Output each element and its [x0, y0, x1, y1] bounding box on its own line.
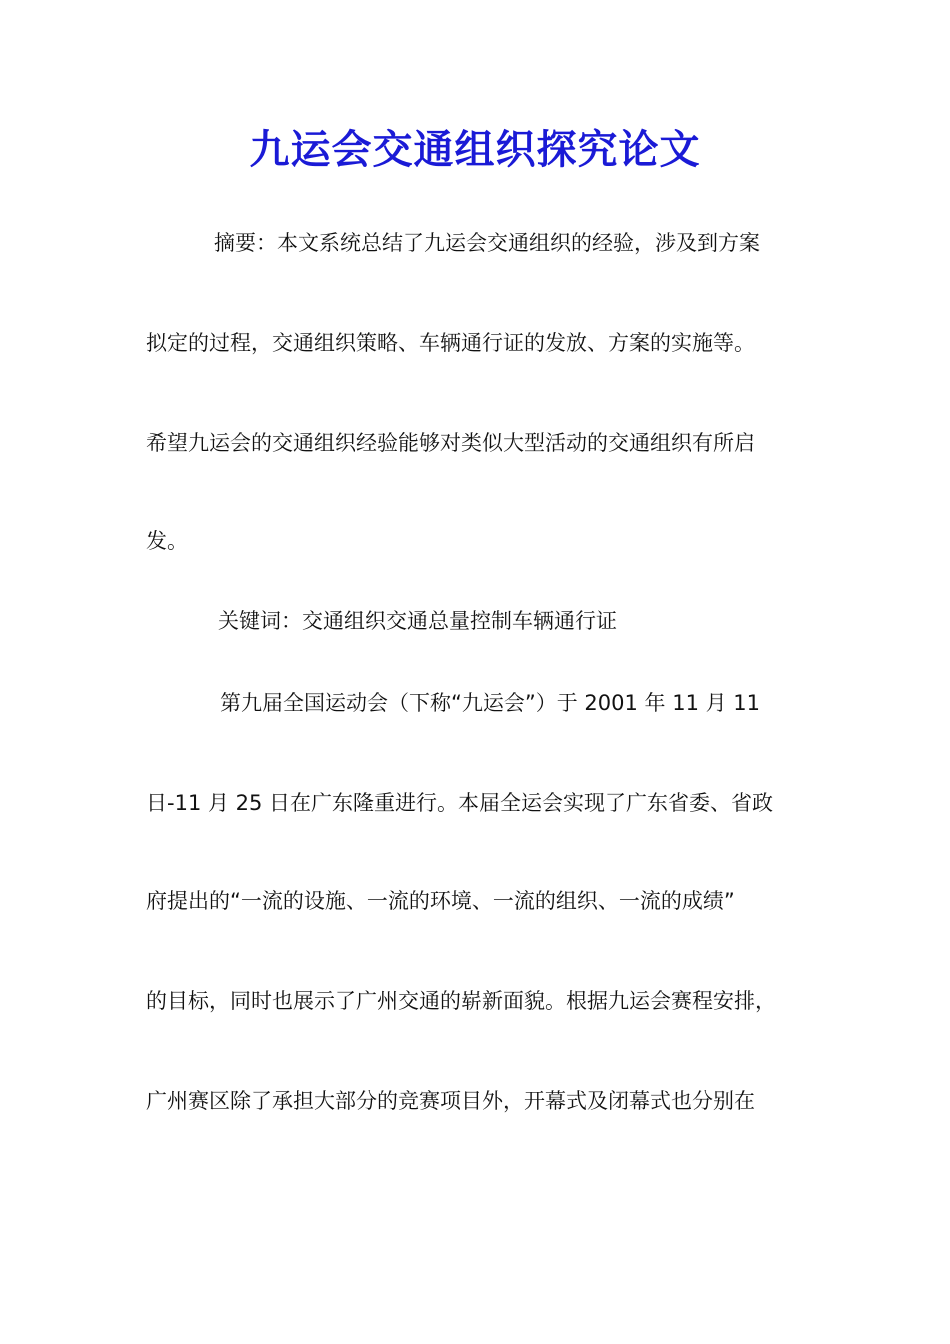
body-line-1: 第九届全国运动会（下称“九运会”）于 2001 年 11 月 11: [220, 691, 761, 715]
body-line-2: 日-11 月 25 日在广东隆重进行。本届全运会实现了广东省委、省政: [146, 791, 774, 815]
abstract-line-3: 希望九运会的交通组织经验能够对类似大型活动的交通组织有所启: [146, 431, 755, 455]
abstract-line-2: 拟定的过程，交通组织策略、车辆通行证的发放、方案的实施等。: [146, 331, 755, 355]
body-line-4: 的目标，同时也展示了广州交通的崭新面貌。根据九运会赛程安排，: [146, 989, 776, 1013]
body-line-3: 府提出的“一流的设施、一流的环境、一流的组织、一流的成绩”: [146, 889, 735, 913]
body-line-5: 广州赛区除了承担大部分的竞赛项目外，开幕式及闭幕式也分别在: [146, 1089, 755, 1113]
abstract-line-4: 发。: [146, 529, 188, 553]
abstract-line-1: 摘要：本文系统总结了九运会交通组织的经验，涉及到方案: [214, 231, 760, 255]
document-title: 九运会交通组织探究论文: [249, 126, 701, 173]
keywords-line: 关键词：交通组织交通总量控制车辆通行证: [218, 609, 617, 633]
